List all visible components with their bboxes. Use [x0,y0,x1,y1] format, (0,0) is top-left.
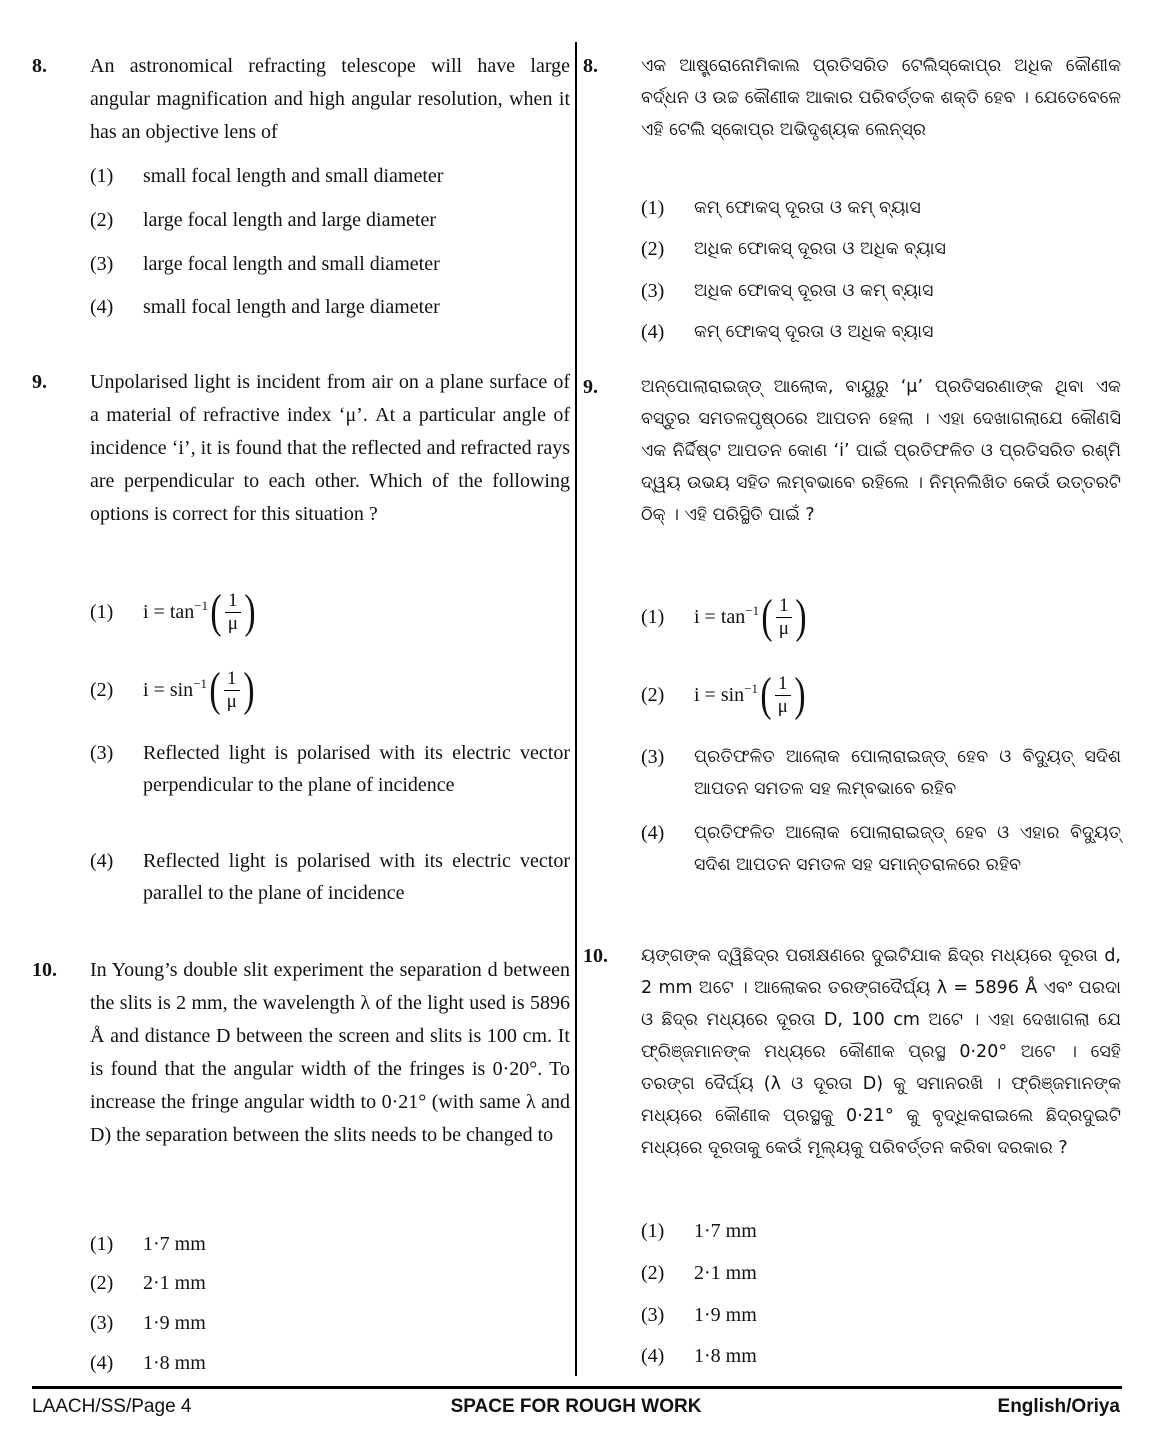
option-text: 2·1 mm [143,1272,206,1294]
fraction-numerator: 1 [224,668,240,691]
question-text: Unpolarised light is incident from air on a plane surface of a material of refractive index ‘μ’. At a particular angle of incidence ‘i’, it is found that the reflected and refracted rays are perpendicular to each other. Which of the following options is correct for this situation ? [90,371,570,525]
option-label: (3) [641,280,665,302]
option-label: (3) [641,1304,665,1326]
option-label: (2) [90,1272,114,1294]
option-label: (4) [90,850,114,872]
option-label: (4) [90,1352,114,1374]
question-number: 8. [583,55,598,77]
option-text: 1·9 mm [694,1304,757,1326]
fraction-denominator: μ [226,690,237,712]
option-label: (1) [641,1220,665,1242]
option-label: (4) [641,822,665,844]
question-number: 9. [583,376,598,398]
option-text: small focal length and small diameter [143,165,444,187]
formula-superscript: −1 [193,676,208,691]
option-label: (2) [90,679,114,701]
left-paren: ( [761,590,773,643]
option-text: କମ୍ ଫୋକସ୍ ଦୂରତା ଓ କମ୍ ବ୍ୟାସ [694,198,921,218]
question-number: 9. [32,371,47,393]
question-text: In Young’s double slit experiment the separation d between the slits is 2 mm, the wavelength λ of the light used is 5896 Å and distance D between the screen and slits is 100 cm. It is found that the angular width of the fringes is 0·20°. To increase the fringe angular width to 0·21° (with same λ and D) the separation between the slits needs to be changed to [90,959,570,1146]
option-label: (1) [90,1233,114,1255]
right-paren: ) [244,585,256,638]
fraction-denominator: μ [777,695,788,717]
formula-lhs: i = tan [143,601,195,623]
option-text: 2·1 mm [694,1262,757,1284]
option-label: (1) [641,197,665,219]
option-text: 1·7 mm [694,1220,757,1242]
column-divider [575,42,577,1376]
option-label: (3) [90,253,114,275]
option-text: ଅଧିକ ଫୋକସ୍ ଦୂରତା ଓ କମ୍ ବ୍ୟାସ [694,281,934,301]
option-text: 1·8 mm [143,1352,206,1374]
question-text: An astronomical refracting telescope will have large angular magnification and high angular resolution, when it has an objective lens of [90,55,570,143]
fraction [776,595,792,640]
option-label: (4) [90,296,114,318]
footer-page-code: LAACH/SS/Page 4 [32,1396,192,1417]
left-paren: ( [209,663,221,716]
option-text: large focal length and small diameter [143,253,440,275]
question-text: ଏକ ଆଷ୍ଟ୍ରୋନୋମିକାଲ ପ୍ରତିସରିତ ଟେଲିସ୍କୋପ୍‌ର ଅଧିକ କୌଣୀକ ବର୍ଦ୍ଧନ ଓ ଉଚ୍ଚ କୌଣୀକ ଆକାର ପରିବର୍ତ୍ତକ ଶକ୍ତି ହେବ । ଯେତେବେଳେ ଏହି ଟେଲି ସ୍କୋପ୍‌ର ଅଭିଦୃଶ୍ୟକ ଲେନ୍ସ୍‌ର [641,56,1121,140]
formula-superscript: −1 [744,681,759,696]
option-label: (2) [641,1262,665,1284]
left-paren: ( [210,585,222,638]
option-text: Reflected light is polarised with its electric vector perpendicular to the plane of incidence [143,742,570,796]
option-label: (2) [641,238,665,260]
fraction-numerator: 1 [225,590,241,613]
fraction-numerator: 1 [776,595,792,618]
question-text: ଅନ୍‌ପୋଲାରାଇଜ୍‌ଡ୍ ଆଲୋକ, ବାୟୁରୁ ‘μ’ ପ୍ରତିସରଣାଙ୍କ ଥିବା ଏକ ବସ୍ତୁର ସମତଳପୃଷ୍ଠରେ ଆପତନ ହେଲା । ଏହା ଦେଖାଗଲାଯେ କୌଣସି ଏକ ନିର୍ଦ୍ଦିଷ୍ଟ ଆପତନ କୋଣ ‘i’ ପାଇଁ ପ୍ରତିଫଳିତ ଓ ପ୍ରତିସରିତ ରଶ୍ମି ଦ୍ୱୟ ଉଭୟ ସହିତ ଲମ୍ବଭାବେ ରହିଲେ । ନିମ୍ନଲିଖିତ କେଉଁ ଉତ୍ତରଟି ଠିକ୍ । ଏହି ପରିସ୍ଥିତି ପାଇଁ ? [641,377,1121,525]
formula-inverse-tan [694,590,1121,643]
fraction-numerator: 1 [775,673,791,696]
option-text: ଅଧିକ ଫୋକସ୍ ଦୂରତା ଓ ଅଧିକ ବ୍ୟାସ [694,239,946,259]
option-text: ପ୍ରତିଫଳିତ ଆଲୋକ ପୋଲାରାଇଜ୍‌ଡ୍ ହେବ ଓ ବିଦ୍ୟୁତ୍ ସଦିଶ ଆପତନ ସମତଳ ସହ ଲମ୍ବଭାବେ ରହିବ [694,747,1121,799]
fraction [225,590,241,635]
fraction [224,668,240,713]
formula-inverse-sin [694,668,1121,721]
fraction-denominator: μ [227,612,238,634]
option-text: Reflected light is polarised with its electric vector parallel to the plane of incidence [143,850,570,904]
option-text: ପ୍ରତିଫଳିତ ଆଲୋକ ପୋଲାରାଇଜ୍‌ଡ୍ ହେବ ଓ ଏହାର ବିଦ୍ୟୁତ୍ ସଦିଶ ଆପତନ ସମତଳ ସହ ସମାନ୍ତରାଳରେ ରହିବ [694,823,1121,875]
right-paren: ) [242,663,255,716]
footer-rough-work: SPACE FOR ROUGH WORK [450,1396,702,1417]
fraction-denominator: μ [778,617,789,639]
option-label: (4) [641,1345,665,1367]
option-text: small focal length and large diameter [143,296,440,318]
formula-inverse-tan [143,585,570,638]
question-number: 8. [32,55,47,77]
option-label: (2) [641,684,665,706]
fraction [775,673,791,718]
right-paren: ) [793,668,806,721]
formula-lhs: i = sin [694,684,745,706]
right-paren: ) [795,590,807,643]
option-text: 1·9 mm [143,1312,206,1334]
option-label: (3) [90,1312,114,1334]
option-label: (4) [641,321,665,343]
option-label: (1) [90,165,114,187]
option-label: (1) [641,606,665,628]
question-number: 10. [32,959,57,981]
footer-rule [32,1386,1122,1389]
left-paren: ( [760,668,772,721]
formula-lhs: i = sin [143,679,194,701]
option-text: କମ୍ ଫୋକସ୍ ଦୂରତା ଓ ଅଧିକ ବ୍ୟାସ [694,322,934,342]
question-text: ୟଙ୍ଗଙ୍କ ଦ୍ୱିଛିଦ୍ର ପରୀକ୍ଷଣରେ ଦୁଇଟିଯାକ ଛିଦ୍ର ମଧ୍ୟରେ ଦୂରତା d, 2 mm ଅଟେ । ଆଲୋକର ତରଙ୍ଗଦୈର୍ଘ୍ୟ λ = 5896 Å ଏବଂ ପରଦା ଓ ଛିଦ୍ର ମଧ୍ୟରେ ଦୂରତା D, 100 cm ଅଟେ । ଏହା ଦେଖାଗଲା ଯେ ଫ୍ରିଞ୍ଜମାନଙ୍କ ମଧ୍ୟରେ କୌଣୀକ ପ୍ରସ୍ଥ 0·20° ଅଟେ । ସେହି ତରଙ୍ଗ ଦୈର୍ଘ୍ୟ (λ ଓ ଦୂରତା D) କୁ ସମାନରଖି । ଫ୍ରିଞ୍ଜମାନଙ୍କ ମଧ୍ୟରେ କୌଣୀକ ପ୍ରସ୍ଥକୁ 0·21° କୁ ବୃଦ୍ଧିକରାଇଲେ ଛିଦ୍ରଦୁଇଟି ମଧ୍ୟରେ ଦୂରତାକୁ କେଉଁ ମୂଲ୍ୟକୁ ପରିବର୍ତ୍ତନ କରିବା ଦରକାର ? [641,946,1121,1158]
formula-inverse-sin [143,663,570,716]
formula-superscript: −1 [194,598,209,613]
option-text: 1·7 mm [143,1233,206,1255]
option-label: (2) [90,209,114,231]
option-label: (1) [90,601,114,623]
option-label: (3) [90,742,114,764]
formula-superscript: −1 [745,603,760,618]
option-text: 1·8 mm [694,1345,757,1367]
question-number: 10. [583,945,608,967]
footer-language: English/Oriya [997,1396,1120,1417]
formula-lhs: i = tan [694,606,746,628]
option-label: (3) [641,746,665,768]
option-text: large focal length and large diameter [143,209,437,231]
